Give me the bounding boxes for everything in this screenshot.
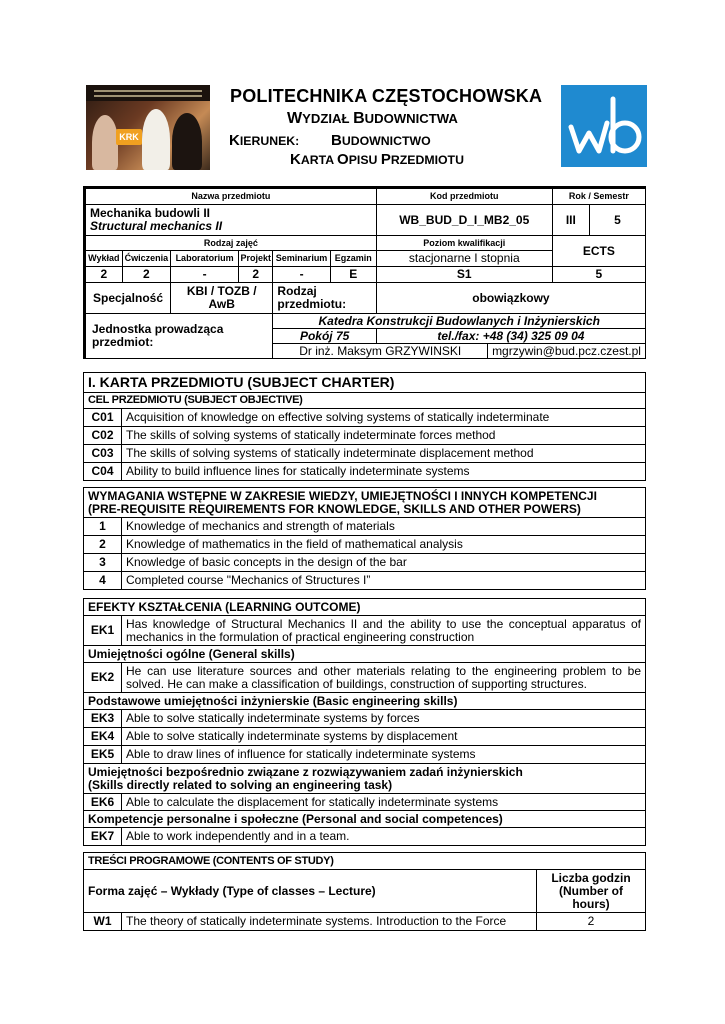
class-value: E xyxy=(330,267,376,283)
room: Pokój 75 xyxy=(273,329,376,344)
course-type-value: obowiązkowy xyxy=(376,283,645,314)
hours-header: Liczba godzin (Number of hours) xyxy=(537,870,646,913)
krk-badge: KRK xyxy=(116,129,142,145)
prereq-row: 1 Knowledge of mechanics and strength of materials xyxy=(84,518,646,536)
contents-table xyxy=(83,852,646,931)
qualification-header: Poziom kwalifikacji xyxy=(376,236,552,251)
course-code: WB_BUD_D_I_MB2_05 xyxy=(376,205,552,236)
outcome-row: EK3 Able to solve statically indeterminate systems by forces xyxy=(84,710,646,728)
phone-fax: tel./fax: +48 (34) 325 09 04 xyxy=(376,329,645,344)
prereq-row: 2 Knowledge of mathematics in the field of mathematical analysis xyxy=(84,536,646,554)
course-semester: 5 xyxy=(589,205,645,236)
name-header: Nazwa przedmiotu xyxy=(85,188,377,205)
field-value: BUDOWNICTWO xyxy=(331,132,431,149)
course-info-table xyxy=(83,186,646,359)
objective-header: CEL PRZEDMIOTU (SUBJECT OBJECTIVE) xyxy=(84,393,646,409)
class-header: Seminarium xyxy=(273,251,330,267)
ects-header: ECTS xyxy=(552,236,645,267)
specialty-label: Specjalność xyxy=(85,283,171,314)
qualification-value: stacjonarne I stopnia xyxy=(376,251,552,267)
outcome-row: EK6 Able to calculate the displacement for statically indeterminate systems xyxy=(84,794,646,811)
ects-value: 5 xyxy=(552,267,645,283)
general-skills-title: Umiejętności ogólne (General skills) xyxy=(84,646,646,663)
prereq-row: 4 Completed course "Mechanics of Structures I” xyxy=(84,572,646,590)
department: Katedra Konstrukcji Budowlanych i Inżynierskich xyxy=(273,314,646,329)
outcome-row: EK1 Has knowledge of Structural Mechanics II and the ability to use the conceptual apparatus of mechanics in the formulation of practical engineering construction xyxy=(84,616,646,646)
university-name: POLITECHNIKA CZĘSTOCHOWSKA xyxy=(230,86,543,106)
header-photo xyxy=(86,85,210,170)
class-header: Laboratorium xyxy=(171,251,239,267)
faculty-name: WYDZIAŁ BUDOWNICTWA xyxy=(287,110,458,127)
specialty-value: KBI / TOZB / AwB xyxy=(171,283,273,314)
direct-skills-title: Umiejętności bezpośrednio związane z rozwiązywaniem zadań inżynierskich (Skills directly related to solving an engineering task) xyxy=(84,764,646,794)
subject-objective-table xyxy=(83,372,646,481)
prereq-row: 3 Knowledge of basic concepts in the design of the bar xyxy=(84,554,646,572)
class-value: - xyxy=(273,267,330,283)
prerequisites-table xyxy=(83,487,646,590)
class-form-label: Forma zajęć – Wykłady (Type of classes – Lecture) xyxy=(84,870,537,913)
field-label: KIERUNEK: xyxy=(229,132,300,149)
objective-row: C01 Acquisition of knowledge on effective solving systems of statically indeterminate xyxy=(84,409,646,427)
outcome-row: EK2 He can use literature sources and other materials relating to the engineering problem to be solved. He can make a classification of buildings, construction of supporting structures. xyxy=(84,663,646,693)
lecture-row: W1 The theory of statically indeterminate systems. Introduction to the Force 2 xyxy=(84,913,646,931)
faculty-logo xyxy=(561,72,647,167)
prereq-title: WYMAGANIA WSTĘPNE W ZAKRESIE WIEDZY, UMIEJĘTNOŚCI I INNYCH KOMPETENCJI (PRE-REQUISITE REQUIREMENTS FOR KNOWLEDGE, SKILLS AND OTHER POWERS) xyxy=(84,488,646,518)
outcomes-title: EFEKTY KSZTAŁCENIA (LEARNING OUTCOME) xyxy=(84,599,646,616)
document-title: KARTA OPISU PRZEDMIOTU xyxy=(290,151,464,168)
unit-label: Jednostka prowadząca przedmiot: xyxy=(85,314,273,359)
course-name: Mechanika budowli II Structural mechanics II xyxy=(85,205,377,236)
contents-title: TREŚCI PROGRAMOWE (CONTENTS OF STUDY) xyxy=(84,853,646,870)
class-header: Projekt xyxy=(239,251,273,267)
outcome-row: EK7 Able to work independently and in a team. xyxy=(84,828,646,846)
outcome-row: EK5 Able to draw lines of influence for statically indeterminate systems xyxy=(84,746,646,764)
level-value: S1 xyxy=(376,267,552,283)
objective-row: C04 Ability to build influence lines for statically indeterminate systems xyxy=(84,463,646,481)
class-header: Egzamin xyxy=(330,251,376,267)
code-header: Kod przedmiotu xyxy=(376,188,552,205)
course-year: III xyxy=(552,205,589,236)
class-value: - xyxy=(171,267,239,283)
outcome-row: EK4 Able to solve statically indeterminate systems by displacement xyxy=(84,728,646,746)
course-type-label: Rodzaj przedmiotu: xyxy=(273,283,376,314)
class-header: Wykład xyxy=(85,251,123,267)
class-value: 2 xyxy=(85,267,123,283)
objective-row: C02 The skills of solving systems of statically indeterminate forces method xyxy=(84,427,646,445)
class-header: Ćwiczenia xyxy=(122,251,170,267)
objective-row: C03 The skills of solving systems of statically indeterminate displacement method xyxy=(84,445,646,463)
engineering-skills-title: Podstawowe umiejętności inżynierskie (Basic engineering skills) xyxy=(84,693,646,710)
section-title: I. KARTA PRZEDMIOTU (SUBJECT CHARTER) xyxy=(84,373,646,393)
year-semester-header: Rok / Semestr xyxy=(552,188,645,205)
teacher-email[interactable]: mgrzywin@bud.pcz.czest.pl xyxy=(488,344,646,359)
social-competences-title: Kompetencje personalne i społeczne (Personal and social competences) xyxy=(84,811,646,828)
class-type-header: Rodzaj zajęć xyxy=(85,236,377,251)
class-value: 2 xyxy=(239,267,273,283)
learning-outcomes-table xyxy=(83,598,646,846)
svg-text:wb: wb xyxy=(561,72,582,89)
teacher-name: Dr inż. Maksym GRZYWINSKI xyxy=(273,344,488,359)
class-value: 2 xyxy=(122,267,170,283)
wb-logo-icon xyxy=(561,72,647,167)
